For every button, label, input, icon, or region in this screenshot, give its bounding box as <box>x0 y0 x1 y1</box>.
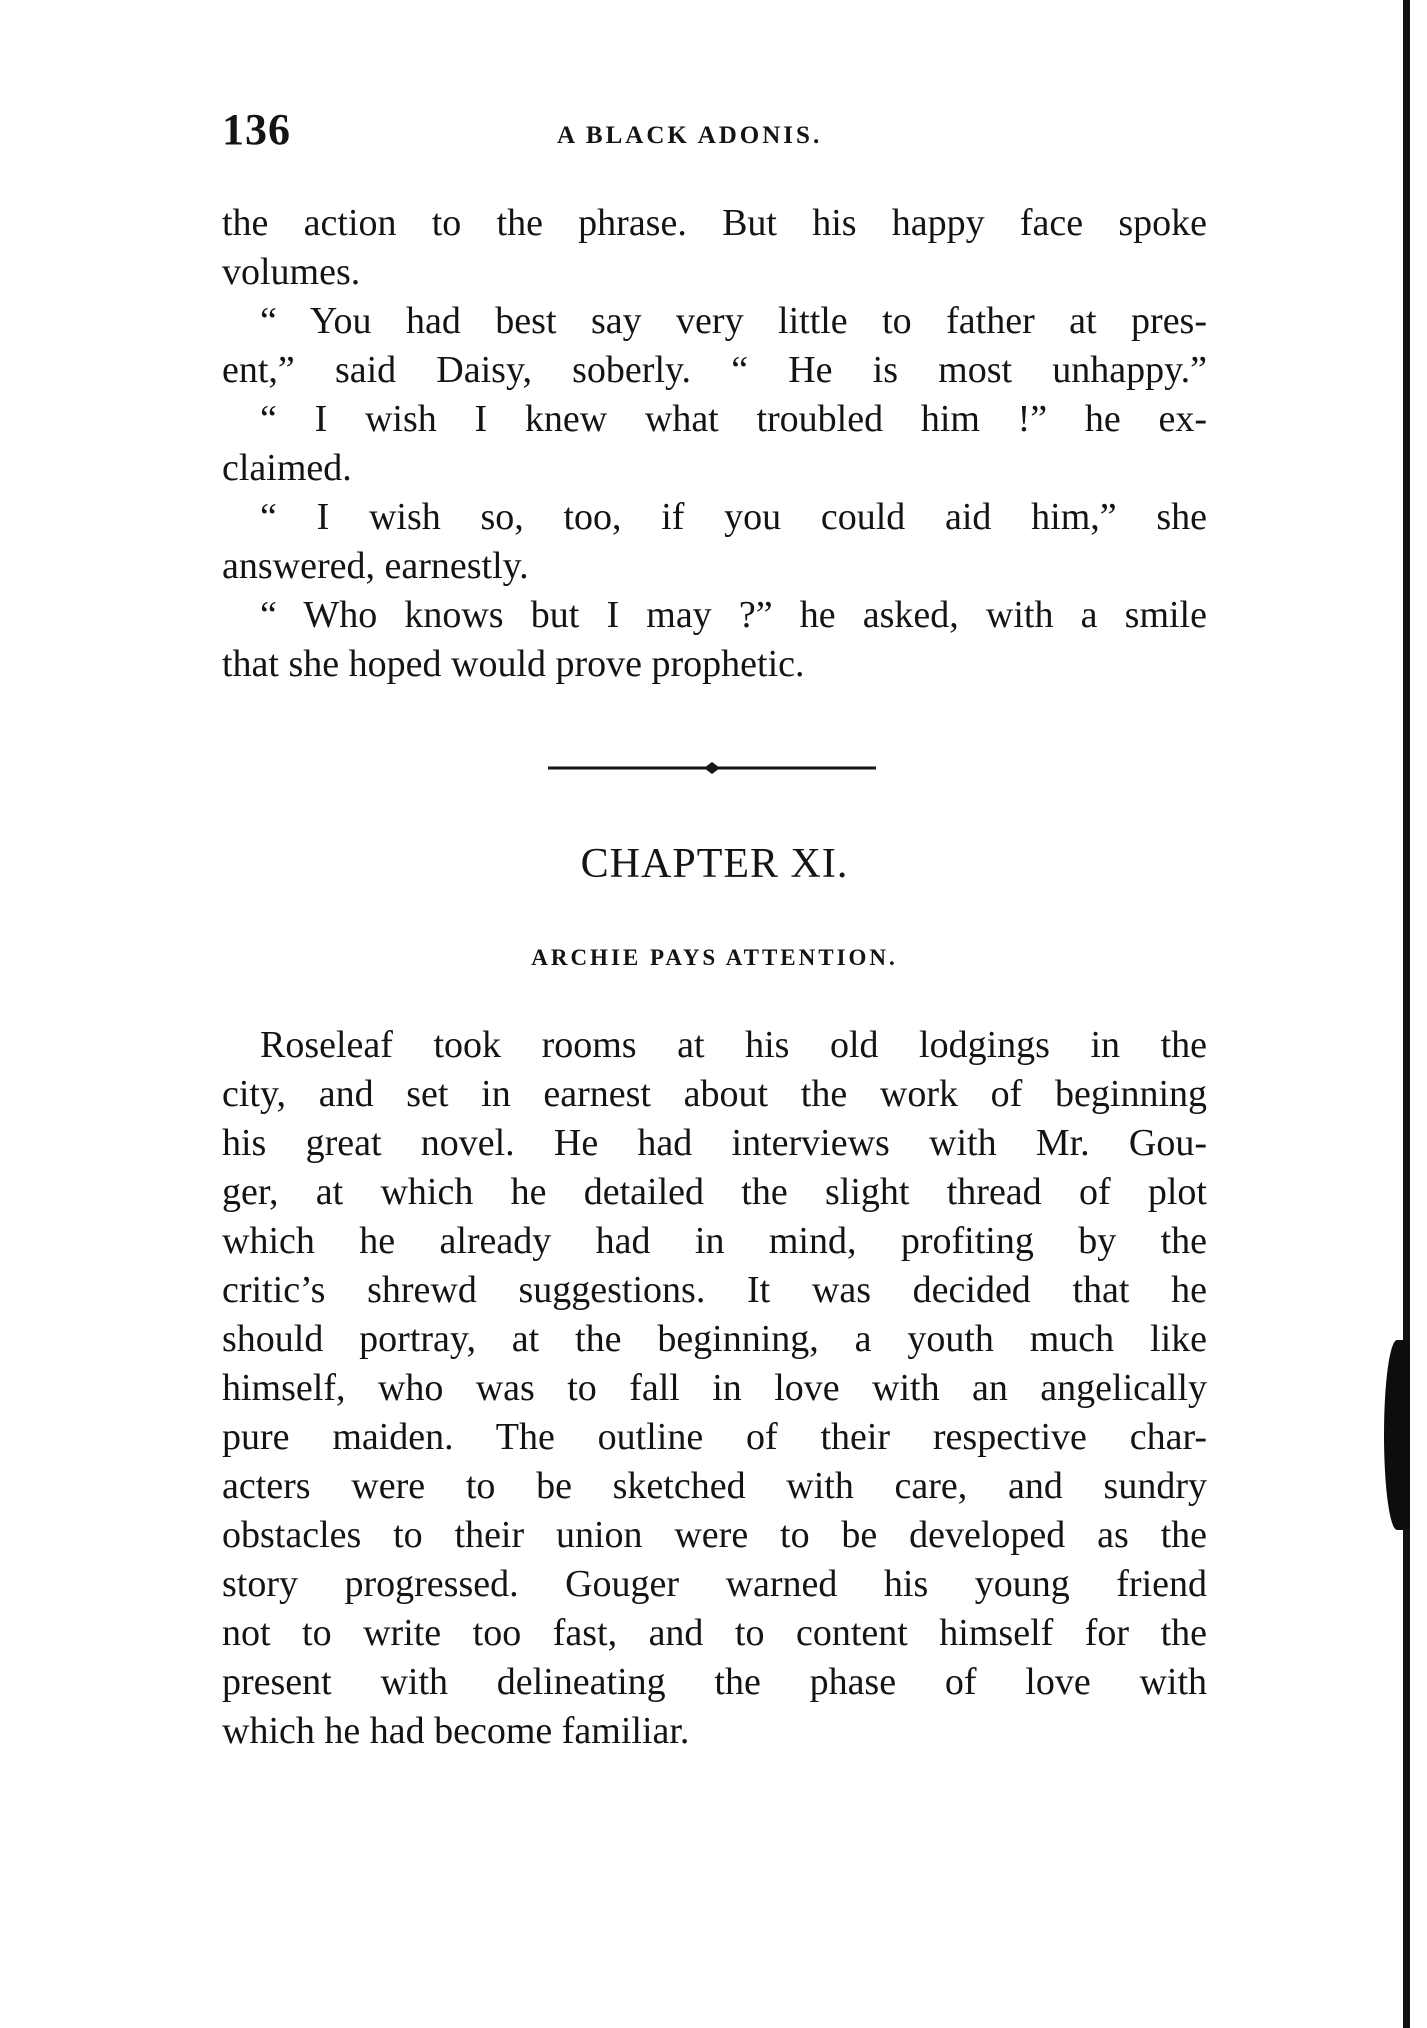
passage-after-chapter <box>222 1021 1207 1756</box>
text-line: acters were to be sketched with care, and sundry <box>222 1465 1207 1507</box>
text-line: “ I wish I knew what troubled him !” he ex- <box>260 398 1207 440</box>
text-line: story progressed. Gouger warned his young friend <box>222 1563 1207 1605</box>
page-header <box>222 104 1202 160</box>
text-line: pure maiden. The outline of their respective char- <box>222 1416 1207 1458</box>
text-line: present with delineating the phase of love with <box>222 1661 1207 1703</box>
running-head: A BLACK ADONIS. <box>557 122 823 149</box>
text-line: ent,” said Daisy, soberly. “ He is most unhappy.” <box>222 349 1207 391</box>
text-line: Roseleaf took rooms at his old lodgings in the <box>260 1024 1207 1066</box>
text-line: “ I wish so, too, if you could aid him,” she <box>260 496 1207 538</box>
text-line: which he had become familiar. <box>222 1710 690 1752</box>
text-line: not to write too fast, and to content himself for the <box>222 1612 1207 1654</box>
text-line: ger, at which he detailed the slight thread of plot <box>222 1171 1207 1213</box>
chapter-subtitle: ARCHIE PAYS ATTENTION. <box>531 945 898 970</box>
page-number: 136 <box>222 105 291 154</box>
text-line: volumes. <box>222 251 361 293</box>
text-line: “ You had best say very little to father at pres- <box>260 300 1207 342</box>
text-line: obstacles to their union were to be developed as the <box>222 1514 1207 1556</box>
chapter-title: CHAPTER XI. <box>580 841 849 887</box>
text-line: claimed. <box>222 447 352 489</box>
text-line: himself, who was to fall in love with an angelically <box>222 1367 1207 1409</box>
text-line: that she hoped would prove prophetic. <box>222 643 805 685</box>
passage-before-chapter <box>222 199 1207 689</box>
text-line: “ Who knows but I may ?” he asked, with a smile <box>260 594 1207 636</box>
binding-shadow <box>1403 0 1410 2028</box>
divider-rule-icon <box>548 762 876 774</box>
text-line: city, and set in earnest about the work of beginning <box>222 1073 1207 1115</box>
binding-ink-blot <box>1384 1340 1410 1530</box>
text-line: should portray, at the beginning, a youth much like <box>222 1318 1207 1360</box>
text-line: his great novel. He had interviews with Mr. Gou- <box>222 1122 1207 1164</box>
text-line: answered, earnestly. <box>222 545 529 587</box>
text-line: the action to the phrase. But his happy face spoke <box>222 202 1207 244</box>
text-line: which he already had in mind, profiting by the <box>222 1220 1207 1262</box>
ornamental-divider <box>548 762 876 774</box>
text-line: critic’s shrewd suggestions. It was decided that he <box>222 1269 1207 1311</box>
